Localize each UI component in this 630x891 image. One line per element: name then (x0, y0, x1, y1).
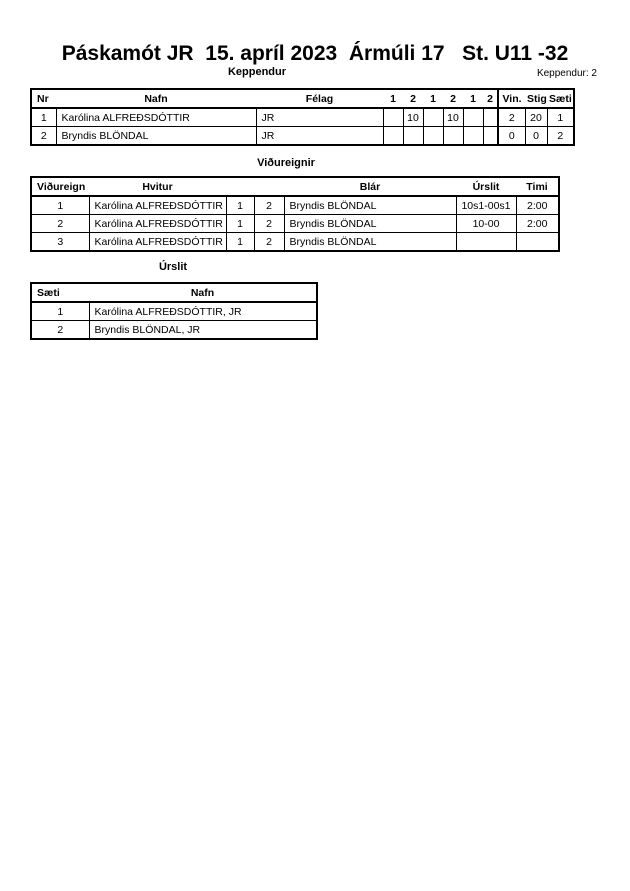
table-cell: 20 (525, 108, 547, 127)
table-cell: 10s1-00s1 (456, 196, 516, 215)
vidureignir-table (30, 176, 560, 252)
table-cell (483, 108, 498, 127)
column-header: 1 (423, 89, 443, 108)
table-cell (483, 127, 498, 146)
column-header: Viðureign (31, 177, 89, 196)
table-cell (383, 108, 403, 127)
table-row (31, 321, 317, 340)
header-row (31, 89, 574, 108)
column-header: Nafn (89, 283, 317, 302)
table-cell: 1 (31, 196, 89, 215)
table-cell: 1 (31, 108, 56, 127)
table-cell (463, 127, 483, 146)
column-header: 1 (463, 89, 483, 108)
table-cell: Karólina ALFREÐSDÓTTIR (89, 215, 226, 233)
table-row (31, 215, 559, 233)
table-cell: 2 (31, 127, 56, 146)
table-cell: 1 (226, 233, 254, 252)
table-cell: Bryndis BLÖNDAL (284, 233, 456, 252)
table-cell: JR (256, 127, 383, 146)
table-cell: 2 (254, 215, 284, 233)
table-cell: 1 (226, 215, 254, 233)
table-cell: 3 (31, 233, 89, 252)
table-cell: Bryndis BLÖNDAL (56, 127, 256, 146)
header-row (31, 177, 559, 196)
table-row (31, 302, 317, 321)
column-header: Félag (256, 89, 383, 108)
header-row (31, 283, 317, 302)
column-header: 2 (483, 89, 498, 108)
table-cell: 2:00 (516, 196, 559, 215)
column-header: Nafn (56, 89, 256, 108)
table-cell: 2 (498, 108, 525, 127)
table-cell: 2 (31, 215, 89, 233)
section-title-vidureignir: Viðureignir (257, 157, 315, 169)
table-cell (423, 108, 443, 127)
section-title-keppendur: Keppendur (227, 66, 287, 78)
column-header: 2 (403, 89, 423, 108)
table-cell (403, 127, 423, 146)
table-cell: 0 (498, 127, 525, 146)
table-cell: Bryndis BLÖNDAL (284, 196, 456, 215)
table-cell: Bryndis BLÖNDAL (284, 215, 456, 233)
table-cell: 1 (226, 196, 254, 215)
table-cell: 1 (547, 108, 574, 127)
table-cell: Karólina ALFREÐSDÓTTIR (89, 196, 226, 215)
table-cell: 0 (525, 127, 547, 146)
table-cell: Karólina ALFREÐSDÓTTIR (89, 233, 226, 252)
table-row (31, 108, 574, 127)
keppendur-table (30, 88, 575, 146)
column-header: Vin. (498, 89, 525, 108)
table-cell (443, 127, 463, 146)
column-header (254, 177, 284, 196)
table-cell: 10 (443, 108, 463, 127)
column-header: Blár (284, 177, 456, 196)
table-cell: 10-00 (456, 215, 516, 233)
table-cell: Karólina ALFREÐSDÓTTIR, JR (89, 302, 317, 321)
column-header: Úrslit (456, 177, 516, 196)
column-header (226, 177, 254, 196)
table-cell: Karólina ALFREÐSDÓTTIR (56, 108, 256, 127)
column-header: Sæti (547, 89, 574, 108)
column-header: Hvitur (89, 177, 226, 196)
column-header: Stig (525, 89, 547, 108)
table-cell: Bryndis BLÖNDAL, JR (89, 321, 317, 340)
table-cell (383, 127, 403, 146)
column-header: Nr (31, 89, 56, 108)
table-cell: 2 (254, 233, 284, 252)
section-title-urslit: Úrslit (158, 261, 188, 273)
table-cell: 2:00 (516, 215, 559, 233)
table-row (31, 196, 559, 215)
table-cell: 10 (403, 108, 423, 127)
table-cell (423, 127, 443, 146)
table-cell: JR (256, 108, 383, 127)
table-cell: 1 (31, 302, 89, 321)
table-cell (516, 233, 559, 252)
competitors-count: Keppendur: 2 (536, 68, 597, 79)
table-row (31, 233, 559, 252)
table-cell (463, 108, 483, 127)
column-header: 2 (443, 89, 463, 108)
page-title: Páskamót JR 15. apríl 2023 Ármúli 17 St. U11 -32 (61, 42, 569, 65)
table-cell: 2 (31, 321, 89, 340)
table-cell (456, 233, 516, 252)
table-cell: 2 (547, 127, 574, 146)
urslit-table (30, 282, 318, 340)
table-cell: 2 (254, 196, 284, 215)
column-header: 1 (383, 89, 403, 108)
column-header: Timi (516, 177, 559, 196)
table-row (31, 127, 574, 146)
column-header: Sæti (31, 283, 89, 302)
